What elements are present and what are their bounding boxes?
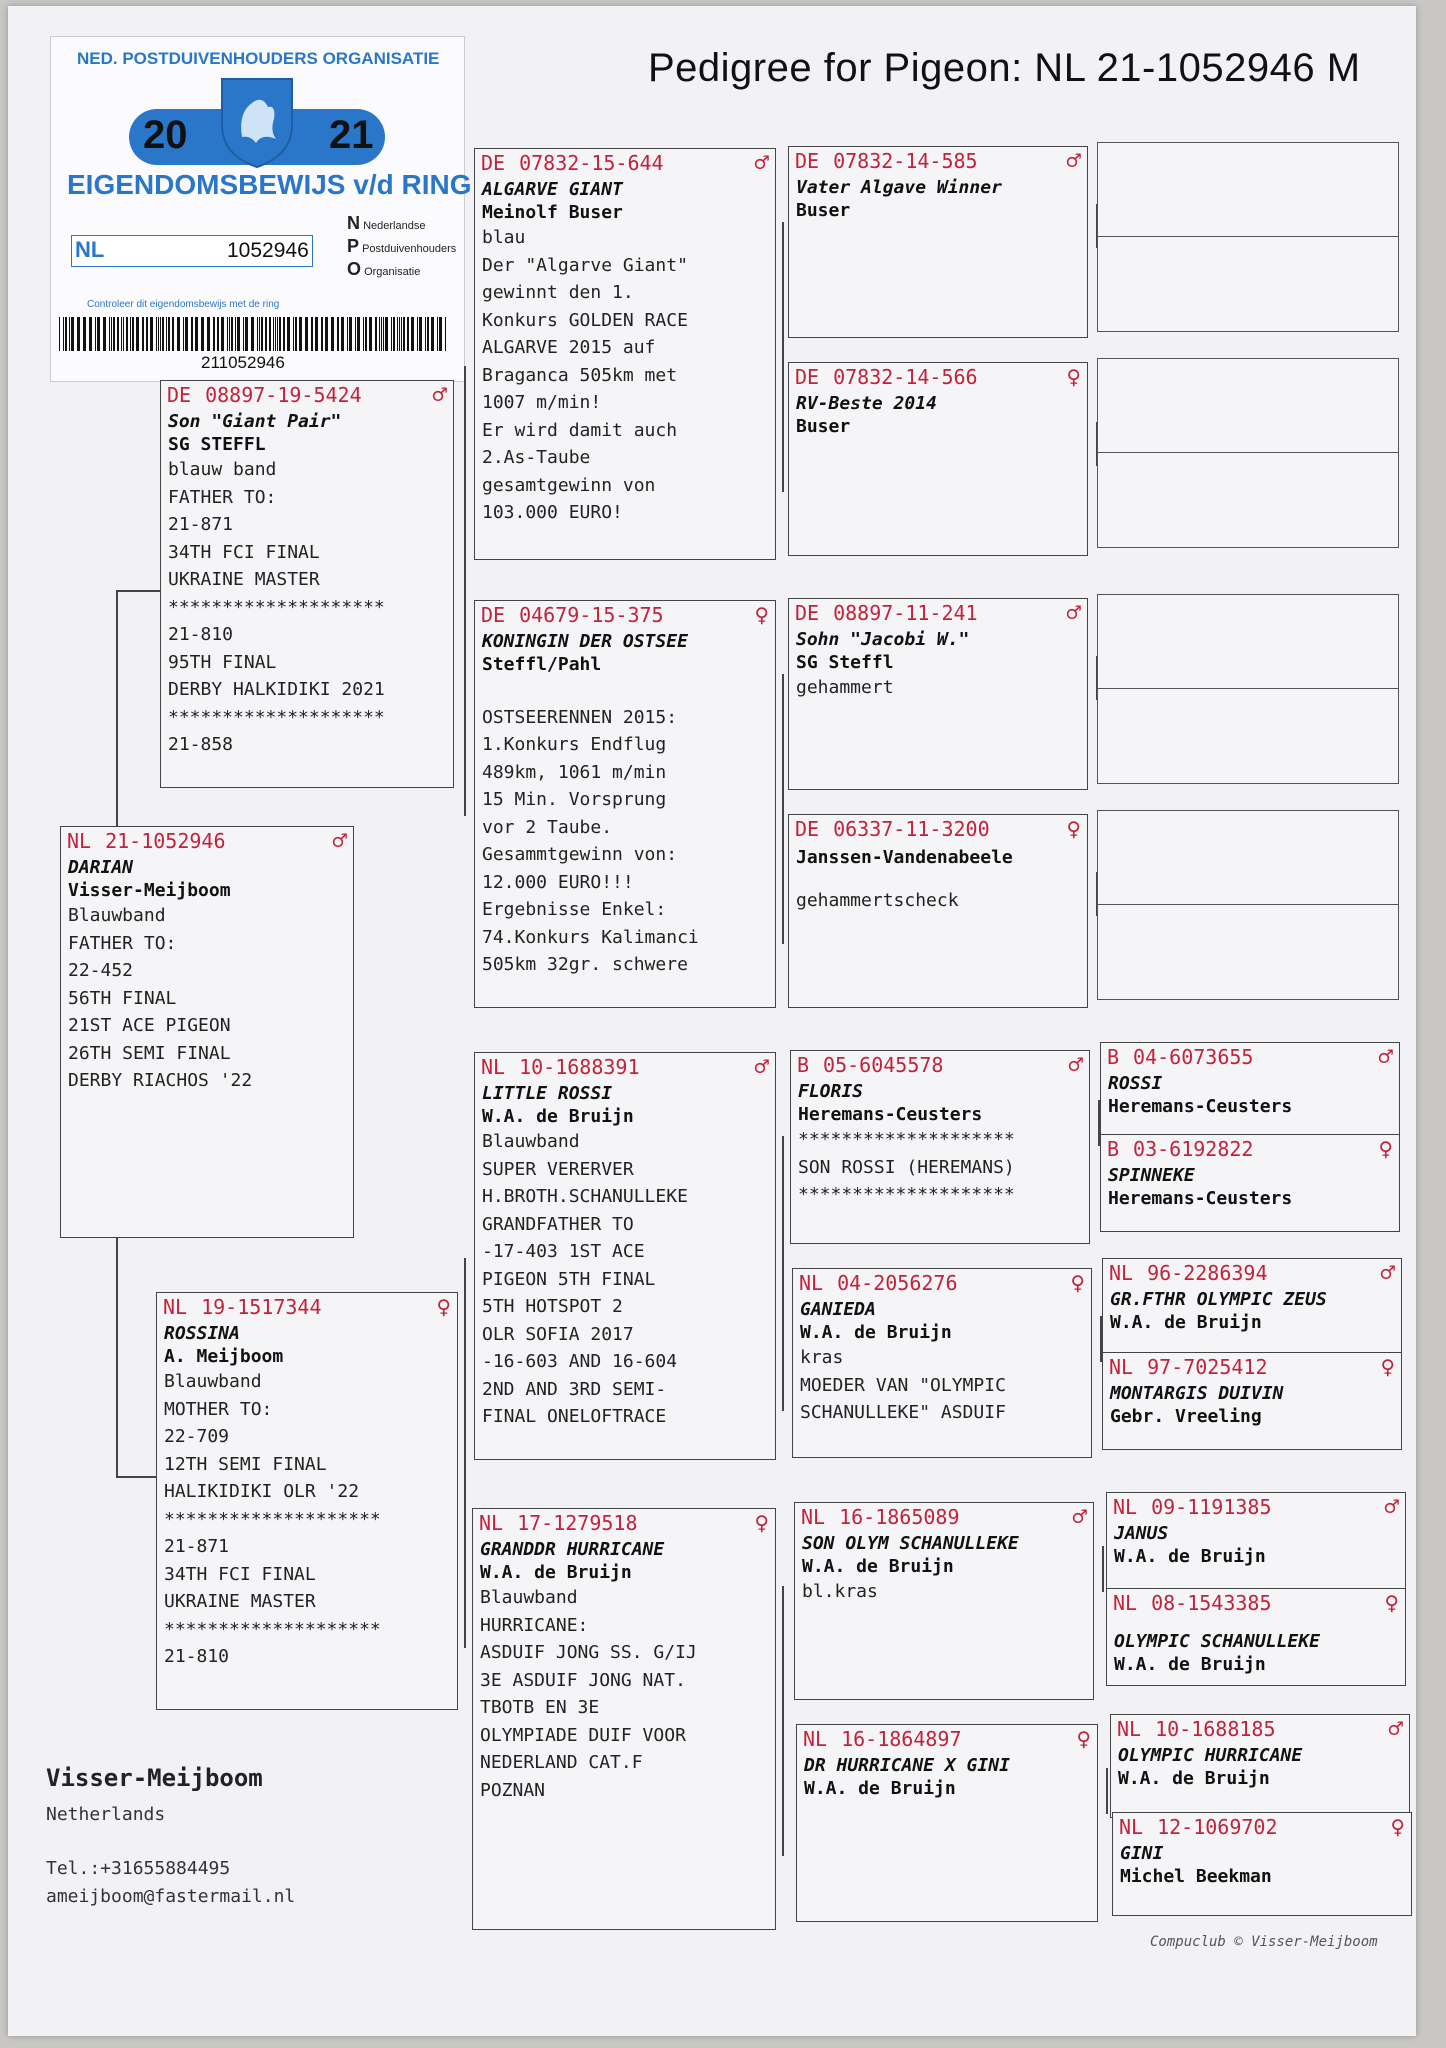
pigeon-name: OLYMPIC SCHANULLEKE xyxy=(1114,1631,1320,1652)
pigeon-great-granddam xyxy=(1112,1812,1412,1916)
ring-number: 12-1069702 xyxy=(1157,1815,1278,1839)
note-line: Ergebnisse Enkel: xyxy=(482,899,667,920)
pigeon-breeder: W.A. de Bruijn xyxy=(800,1322,952,1343)
page-title: Pedigree for Pigeon: NL 21-1052946 M xyxy=(648,46,1361,90)
note-line: ******************** xyxy=(798,1129,1015,1150)
sex-icon: ♀ xyxy=(1076,1725,1091,1753)
connector xyxy=(1106,1768,1108,1814)
pigeon-subject xyxy=(60,826,354,1238)
country-code: DE xyxy=(481,151,506,175)
note-line: 3E ASDUIF JONG NAT. xyxy=(480,1669,686,1691)
pigeon-breeder: Janssen-Vandenabeele xyxy=(796,847,1013,868)
note-line: 505km 32gr. schwere xyxy=(482,954,688,975)
country-code: NL xyxy=(479,1511,504,1535)
note-line: ASDUIF JONG SS. G/IJ xyxy=(480,1642,697,1663)
connector xyxy=(464,1258,466,1648)
pigeon-notes xyxy=(791,1125,1089,1209)
card-country: NL xyxy=(75,237,105,262)
note-line: OLR SOFIA 2017 xyxy=(482,1323,634,1345)
connector xyxy=(782,674,784,944)
empty-ancestor-box xyxy=(1097,904,1399,1000)
pigeon-name: GR.FTHR OLYMPIC ZEUS xyxy=(1110,1289,1327,1310)
pigeon-name: ROSSI xyxy=(1108,1073,1163,1094)
empty-ancestor-box xyxy=(1097,594,1399,690)
barcode-number: 211052946 xyxy=(201,353,285,372)
note-line: SUPER VERERVER xyxy=(482,1158,634,1180)
card-org: NED. POSTDUIVENHOUDERS ORGANISATIE xyxy=(77,49,440,68)
country-code: NL xyxy=(67,829,92,853)
note-line: 22-709 xyxy=(164,1426,230,1447)
note-line: DERBY RIACHOS '22 xyxy=(68,1070,253,1091)
pigeon-name: DR HURRICANE X GINI xyxy=(804,1755,1010,1776)
note-line: SCHANULLEKE" ASDUIF xyxy=(800,1402,1006,1423)
sex-icon: ♀ xyxy=(754,601,769,629)
pigeon-dam xyxy=(156,1292,458,1710)
ownership-card xyxy=(50,36,472,382)
pigeon-notes xyxy=(789,673,1087,702)
pigeon-name: GRANDDR HURRICANE xyxy=(480,1539,665,1560)
note-line: Der "Algarve Giant" xyxy=(482,254,688,276)
note-line: 489km, 1061 m/min xyxy=(482,761,667,783)
sex-icon: ♀ xyxy=(1066,363,1081,391)
pigeon-breeder: W.A. de Bruijn xyxy=(802,1556,954,1577)
card-control-note: Controleer dit eigendomsbewijs met de ring xyxy=(87,299,280,310)
sex-icon: ♂ xyxy=(1066,147,1081,175)
pigeon-breeder: Steffl/Pahl xyxy=(482,654,602,675)
note-line xyxy=(475,676,775,704)
pigeon-dam-sire-sire xyxy=(790,1050,1090,1244)
note-line: 21ST ACE PIGEON xyxy=(68,1015,231,1036)
pigeon-breeder: SG STEFFL xyxy=(168,434,266,455)
connector xyxy=(1102,1546,1104,1592)
barcode xyxy=(55,317,453,351)
owner-country: Netherlands xyxy=(46,1804,166,1825)
pigeon-name: ALGARVE GIANT xyxy=(482,179,623,200)
note-line: 12TH SEMI FINAL xyxy=(164,1453,327,1475)
pigeon-great-grandsire xyxy=(1106,1492,1406,1590)
note-line: 56TH FINAL xyxy=(68,987,177,1009)
note-line: MOEDER VAN "OLYMPIC xyxy=(800,1374,1006,1396)
card-number: 1052946 xyxy=(227,239,309,262)
ring-number: 06337-11-3200 xyxy=(833,817,990,841)
sex-icon: ♂ xyxy=(432,381,447,409)
npo-logo: N Nederlandse P Postduivenhouders O Organisatie xyxy=(347,213,457,279)
pigeon-name: SPINNEKE xyxy=(1108,1165,1195,1186)
country-code: NL xyxy=(163,1295,188,1319)
pigeon-breeder: W.A. de Bruijn xyxy=(804,1778,956,1799)
pigeon-breeder: W.A. de Bruijn xyxy=(1110,1312,1262,1333)
empty-ancestor-box xyxy=(1097,688,1399,784)
year-right: 21 xyxy=(329,113,374,157)
pigeon-dam-sire-dam xyxy=(792,1268,1092,1458)
note-line: Blauwband xyxy=(480,1587,578,1608)
note-line: kras xyxy=(800,1347,844,1368)
sex-icon: ♂ xyxy=(1384,1493,1399,1521)
pigeon-dam-dam xyxy=(472,1508,776,1930)
note-line: FINAL ONELOFTRACE xyxy=(482,1406,667,1427)
note-line: Blauwband xyxy=(68,905,166,926)
country-code: NL xyxy=(799,1271,824,1295)
pigeon-notes xyxy=(797,1799,1097,1800)
note-line: 103.000 EURO! xyxy=(482,502,623,523)
pigeon-name: Vater Algave Winner xyxy=(796,177,1002,198)
note-line: 74.Konkurs Kalimanci xyxy=(482,926,699,948)
connector xyxy=(782,1136,784,1411)
pigeon-dam-dam-sire xyxy=(794,1502,1094,1700)
pigeon-great-grandsire xyxy=(1100,1042,1400,1140)
pigeon-sire xyxy=(160,380,454,788)
ring-number: 10-1688391 xyxy=(519,1055,640,1079)
pigeon-name: Son "Giant Pair" xyxy=(168,411,342,432)
ring-number: 07832-15-644 xyxy=(519,151,664,175)
sex-icon: ♂ xyxy=(1388,1715,1403,1743)
note-line: gesamtgewinn von xyxy=(482,474,656,496)
note-line: 95TH FINAL xyxy=(168,651,277,673)
note-line: ******************** xyxy=(798,1184,1015,1205)
country-code: DE xyxy=(795,817,820,841)
note-line: 22-452 xyxy=(68,960,134,981)
country-code: NL xyxy=(481,1055,506,1079)
note-line: 21-810 xyxy=(164,1646,230,1667)
pigeon-notes xyxy=(475,223,775,527)
note-line: 15 Min. Vorsprung xyxy=(482,789,667,810)
country-code: B xyxy=(1107,1137,1120,1161)
pigeon-great-granddam xyxy=(1106,1588,1406,1686)
note-line: -16-603 AND 16-604 xyxy=(482,1351,678,1372)
note-line: 26TH SEMI FINAL xyxy=(68,1042,231,1064)
pigeon-name: MONTARGIS DUIVIN xyxy=(1110,1383,1284,1404)
note-line: 21-871 xyxy=(164,1536,230,1557)
footer-credit: Compuclub © Visser-Meijboom xyxy=(1150,1934,1378,1950)
note-line: gehammert xyxy=(796,677,894,698)
ring-number: 08-1543385 xyxy=(1151,1591,1272,1615)
ring-number: 07832-14-566 xyxy=(833,365,978,389)
note-line: TBOTB EN 3E xyxy=(480,1697,600,1718)
pigeon-name: LITTLE ROSSI xyxy=(482,1083,613,1104)
pigeon-breeder: Buser xyxy=(796,416,851,437)
connector xyxy=(464,366,466,816)
sex-icon: ♀ xyxy=(1384,1589,1399,1617)
pigeon-breeder: W.A. de Bruijn xyxy=(482,1106,634,1127)
note-line: H.BROTH.SCHANULLEKE xyxy=(482,1186,688,1207)
pigeon-notes xyxy=(795,1577,1093,1606)
pigeon-breeder: Gebr. Vreeling xyxy=(1110,1406,1262,1427)
note-line: 5TH HOTSPOT 2 xyxy=(482,1296,623,1317)
country-code: NL xyxy=(1117,1717,1142,1741)
pigeon-sire-sire-dam xyxy=(788,362,1088,556)
lion-crest-icon xyxy=(216,73,298,169)
note-line: 2.As-Taube xyxy=(482,447,591,468)
empty-ancestor-box xyxy=(1097,142,1399,238)
note-line: HURRICANE: xyxy=(480,1614,589,1636)
empty-ancestor-box xyxy=(1097,358,1399,454)
pigeon-breeder: W.A. de Bruijn xyxy=(1114,1546,1266,1567)
pigeon-great-granddam xyxy=(1102,1352,1402,1450)
pigeon-notes xyxy=(789,886,1087,915)
sex-icon: ♀ xyxy=(1378,1135,1393,1163)
note-line: -17-403 1ST ACE xyxy=(482,1241,645,1262)
note-line: 2ND AND 3RD SEMI- xyxy=(482,1378,667,1400)
card-heading: EIGENDOMSBEWIJS v/d RING xyxy=(67,169,472,200)
country-code: DE xyxy=(481,603,506,627)
note-line: 34TH FCI FINAL xyxy=(168,541,320,563)
ring-number: 97-7025412 xyxy=(1147,1355,1268,1379)
pigeon-breeder: Meinolf Buser xyxy=(482,202,623,223)
pigeon-name: JANUS xyxy=(1114,1523,1169,1544)
pigeon-great-granddam xyxy=(1100,1134,1400,1232)
note-line: ******************** xyxy=(168,596,385,618)
sex-icon: ♂ xyxy=(1380,1259,1395,1287)
pigeon-name: GANIEDA xyxy=(800,1299,876,1320)
pigeon-notes xyxy=(61,901,353,1095)
note-line: MOTHER TO: xyxy=(164,1398,273,1420)
pigeon-sire-sire-sire xyxy=(788,146,1088,338)
note-line: SON ROSSI (HEREMANS) xyxy=(798,1156,1015,1178)
pigeon-breeder: Heremans-Ceusters xyxy=(1108,1096,1293,1117)
sex-icon: ♀ xyxy=(436,1293,451,1321)
pigeon-dam-sire xyxy=(474,1052,776,1460)
pigeon-great-grandsire xyxy=(1102,1258,1402,1356)
note-line: 21-810 xyxy=(168,624,234,645)
pigeon-breeder: Michel Beekman xyxy=(1120,1866,1272,1887)
ring-number: 96-2286394 xyxy=(1147,1261,1268,1285)
note-line: bl.kras xyxy=(802,1581,878,1602)
note-line: OSTSEERENNEN 2015: xyxy=(482,706,678,728)
note-line: ******************** xyxy=(168,706,385,728)
sex-icon: ♀ xyxy=(1070,1269,1085,1297)
note-line: 34TH FCI FINAL xyxy=(164,1563,316,1585)
country-code: NL xyxy=(801,1505,826,1529)
connector xyxy=(116,590,166,592)
country-code: B xyxy=(797,1053,810,1077)
note-line: gehammertscheck xyxy=(796,890,959,911)
note-line: GRANDFATHER TO xyxy=(482,1213,634,1235)
note-line: Gesammtgewinn von: xyxy=(482,844,678,865)
note-line: Braganca 505km met xyxy=(482,364,678,386)
connector xyxy=(116,590,118,834)
note-line: 21-858 xyxy=(168,734,234,755)
sex-icon: ♂ xyxy=(1072,1503,1087,1531)
pigeon-sire-sire xyxy=(474,148,776,560)
country-code: NL xyxy=(803,1727,828,1751)
pigeon-name: SON OLYM SCHANULLEKE xyxy=(802,1533,1019,1554)
note-line: Blauwband xyxy=(482,1131,580,1152)
note-line: gewinnt den 1. xyxy=(482,282,634,303)
pigeon-notes xyxy=(475,675,775,979)
ring-number: 10-1688185 xyxy=(1155,1717,1276,1741)
owner-phone: Tel.:+31655884495 xyxy=(46,1858,231,1879)
ring-number: 03-6192822 xyxy=(1133,1137,1254,1161)
ring-number: 17-1279518 xyxy=(517,1511,638,1535)
pigeon-notes xyxy=(793,1343,1091,1427)
ring-number: 07832-14-585 xyxy=(833,149,978,173)
pigeon-notes xyxy=(789,221,1087,222)
note-line: ******************** xyxy=(164,1618,381,1640)
sex-icon: ♀ xyxy=(1390,1813,1405,1841)
ring-number: 16-1864897 xyxy=(841,1727,962,1751)
sex-icon: ♀ xyxy=(1066,815,1081,843)
pigeon-notes xyxy=(475,1127,775,1431)
pigeon-name: DARIAN xyxy=(68,857,134,878)
pigeon-breeder: Heremans-Ceusters xyxy=(798,1104,983,1125)
connector xyxy=(782,222,784,492)
note-line: 21-871 xyxy=(168,514,234,535)
sex-icon: ♀ xyxy=(1380,1353,1395,1381)
note-line: vor 2 Taube. xyxy=(482,816,613,838)
sex-icon: ♂ xyxy=(1066,599,1081,627)
note-line: blau xyxy=(482,227,526,248)
pigeon-breeder: W.A. de Bruijn xyxy=(1114,1654,1266,1675)
pigeon-name: FLORIS xyxy=(798,1081,864,1102)
ring-number: 08897-19-5424 xyxy=(205,383,362,407)
sex-icon: ♀ xyxy=(754,1509,769,1537)
owner-name: Visser-Meijboom xyxy=(46,1764,263,1792)
pigeon-name: Sohn "Jacobi W." xyxy=(796,629,970,650)
connector xyxy=(782,1586,784,1856)
note-line: UKRAINE MASTER xyxy=(168,569,320,590)
sex-icon: ♂ xyxy=(754,1053,769,1081)
country-code: NL xyxy=(1113,1591,1138,1615)
pigeon-sire-dam-sire xyxy=(788,598,1088,790)
sex-icon: ♂ xyxy=(332,827,347,855)
note-line: FATHER TO: xyxy=(168,486,277,508)
sex-icon: ♂ xyxy=(1378,1043,1393,1071)
note-line: DERBY HALKIDIKI 2021 xyxy=(168,679,385,700)
note-line: POZNAN xyxy=(480,1779,546,1801)
pigeon-notes xyxy=(161,455,453,759)
country-code: NL xyxy=(1109,1261,1134,1285)
country-code: NL xyxy=(1113,1495,1138,1519)
note-line: ******************** xyxy=(164,1508,381,1530)
ring-number: 04679-15-375 xyxy=(519,603,664,627)
note-line: PIGEON 5TH FINAL xyxy=(482,1268,656,1290)
ring-number: 04-2056276 xyxy=(837,1271,958,1295)
note-line: 12.000 EURO!!! xyxy=(482,871,634,893)
pigeon-sire-dam-dam xyxy=(788,814,1088,1008)
pigeon-great-grandsire xyxy=(1110,1714,1410,1818)
pigeon-name: ROSSINA xyxy=(164,1323,240,1344)
pigeon-breeder: SG Steffl xyxy=(796,652,894,673)
pigeon-breeder: A. Meijboom xyxy=(164,1346,284,1367)
owner-email: ameijboom@fastermail.nl xyxy=(46,1886,296,1907)
note-line: OLYMPIADE DUIF VOOR xyxy=(480,1724,686,1746)
note-line: blauw band xyxy=(168,459,277,480)
pigeon-dam-dam-dam xyxy=(796,1724,1098,1922)
note-line: NEDERLAND CAT.F xyxy=(480,1752,643,1773)
connector xyxy=(116,1234,118,1478)
pigeon-breeder: Visser-Meijboom xyxy=(68,880,231,901)
pigeon-name: GINI xyxy=(1120,1843,1164,1864)
ring-number: 04-6073655 xyxy=(1133,1045,1254,1069)
country-code: DE xyxy=(795,149,820,173)
pigeon-sire-dam xyxy=(474,600,776,1008)
year-left: 20 xyxy=(143,113,188,157)
pigeon-name: OLYMPIC HURRICANE xyxy=(1118,1745,1303,1766)
ring-number: 08897-11-241 xyxy=(833,601,978,625)
pigeon-name: KONINGIN DER OSTSEE xyxy=(482,631,688,652)
note-line: UKRAINE MASTER xyxy=(164,1591,316,1612)
sex-icon: ♂ xyxy=(754,149,769,177)
country-code: DE xyxy=(795,365,820,389)
ring-number: 05-6045578 xyxy=(823,1053,944,1077)
empty-ancestor-box xyxy=(1097,236,1399,332)
note-line: Konkurs GOLDEN RACE xyxy=(482,309,688,331)
pigeon-notes xyxy=(157,1367,457,1671)
pigeon-breeder: Buser xyxy=(796,200,851,221)
pigeon-notes xyxy=(473,1583,775,1804)
pedigree-sheet xyxy=(8,6,1416,2036)
note-line: ALGARVE 2015 auf xyxy=(482,337,656,358)
country-code: DE xyxy=(167,383,192,407)
ring-number: 16-1865089 xyxy=(839,1505,960,1529)
sex-icon: ♂ xyxy=(1068,1051,1083,1079)
empty-ancestor-box xyxy=(1097,452,1399,548)
pigeon-breeder: W.A. de Bruijn xyxy=(480,1562,632,1583)
country-code: DE xyxy=(795,601,820,625)
pigeon-name: RV-Beste 2014 xyxy=(796,393,937,414)
ring-number: 19-1517344 xyxy=(201,1295,322,1319)
note-line: Blauwband xyxy=(164,1371,262,1392)
pigeon-notes xyxy=(789,437,1087,438)
pigeon-breeder: Heremans-Ceusters xyxy=(1108,1188,1293,1209)
note-line: FATHER TO: xyxy=(68,932,177,954)
note-line: 1007 m/min! xyxy=(482,392,602,413)
pigeon-breeder: W.A. de Bruijn xyxy=(1118,1768,1270,1789)
country-code: NL xyxy=(1109,1355,1134,1379)
ring-number: 09-1191385 xyxy=(1151,1495,1272,1519)
country-code: NL xyxy=(1119,1815,1144,1839)
country-code: B xyxy=(1107,1045,1120,1069)
note-line: HALIKIDIKI OLR '22 xyxy=(164,1481,360,1502)
note-line: Er wird damit auch xyxy=(482,419,678,441)
empty-ancestor-box xyxy=(1097,810,1399,906)
ring-number: 21-1052946 xyxy=(105,829,226,853)
note-line: 1.Konkurs Endflug xyxy=(482,734,667,755)
